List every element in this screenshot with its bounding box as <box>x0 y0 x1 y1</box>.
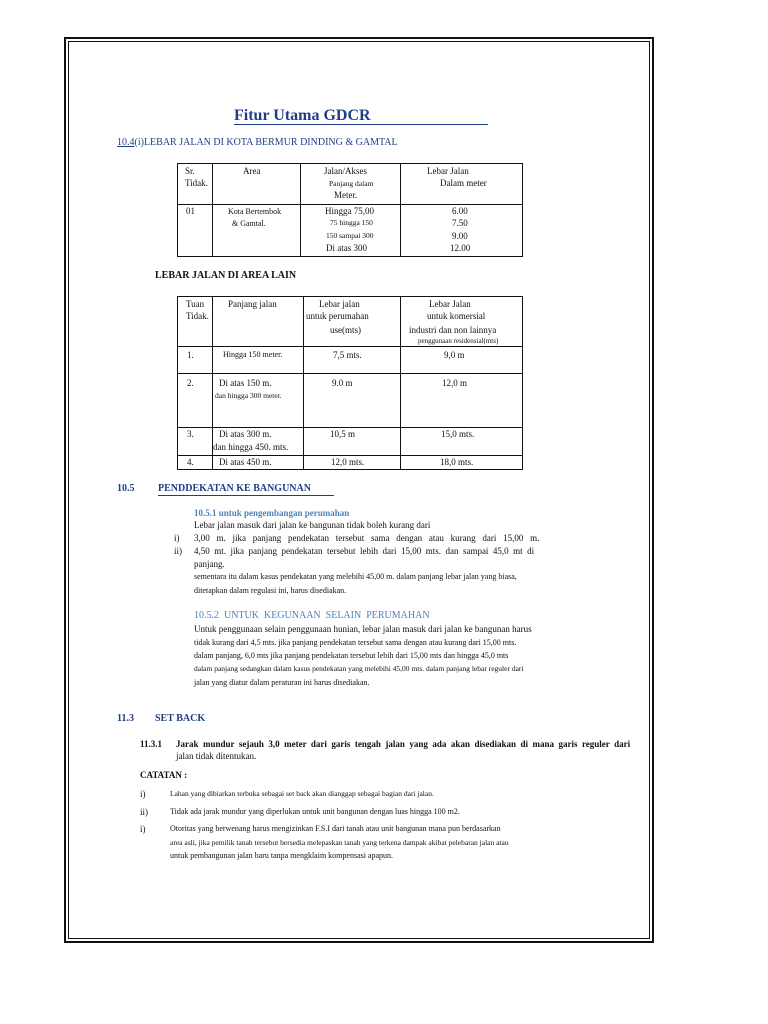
table-border <box>177 163 178 257</box>
section-10-4-heading <box>117 137 398 148</box>
table-border <box>177 296 178 470</box>
table-cell: 75 hingga 150 <box>330 218 373 227</box>
table-cell: Di atas 300 m. <box>219 429 272 439</box>
table-header-cell: Jalan/Akses <box>324 166 367 176</box>
table-header-cell: Area <box>243 166 261 176</box>
table-cell: & Gamtal. <box>232 219 266 228</box>
table-header-cell: penggunaan residensial(mts) <box>418 337 499 345</box>
table-header-cell: untuk perumahan <box>306 311 369 321</box>
table-cell: 9.00 <box>452 231 468 241</box>
table-border <box>177 455 523 456</box>
note-text: area asli, jika pemilik tanah tersebut bersedia melepaskan tanah yang terkena dampak akibat pelebaran jalan atau <box>170 838 509 847</box>
section-10-4-number: 10.4 <box>117 137 135 148</box>
table-cell: 18,0 mts. <box>440 457 474 467</box>
table-header-cell: Dalam meter <box>440 178 487 188</box>
table-border <box>212 163 213 257</box>
list-item: 4,50 mt. jika panjang pendekatan tersebut lebih dari 15,00 mts. dan sampai 45,0 mt di <box>194 546 535 556</box>
subsection-10-5-2-title: 10.5.2 UNTUK KEGUNAAN SELAIN PERUMAHAN <box>194 610 430 621</box>
table-header-cell: Panjang dalam <box>329 179 374 188</box>
section-10-5-number: 10.5 <box>117 483 135 494</box>
note-text: Tidak ada jarak mundur yang diperlukan untuk unit bangunan dengan luas hingga 100 m2. <box>170 807 460 816</box>
table-cell: 10,5 m <box>330 429 356 439</box>
table-header-cell: Tuan <box>186 299 205 309</box>
table-cell: 9.0 m <box>332 378 353 388</box>
table-border <box>177 256 523 257</box>
section-10-5-title: PENDDEKATAN KE BANGUNAN <box>158 483 311 494</box>
subsection-11-3-1-text-cont: jalan tidak ditentukan. <box>176 751 257 761</box>
table-cell: Di atas 450 m. <box>219 457 272 467</box>
table-cell: Kota Bertembok <box>228 207 282 216</box>
table-cell: 12.00 <box>450 243 471 253</box>
table-border <box>177 427 523 428</box>
subheading-other-areas: LEBAR JALAN DI AREA LAIN <box>155 270 297 281</box>
note-text: Otoritas yang berwenang harus mengizinkan F.S.I dari tanah atau unit bangunan mana pun berdasarkan <box>170 824 501 833</box>
note-label: i) <box>140 824 146 834</box>
table-cell: dan hingga 300 meter. <box>215 391 282 400</box>
table-cell: 2. <box>187 378 194 388</box>
table-cell: Di atas 300 <box>326 243 367 253</box>
table-cell: 12,0 m <box>442 378 468 388</box>
subsection-11-3-1-number: 11.3.1 <box>140 739 163 749</box>
note-text: untuk pembangunan jalan baru tanpa mengklaim kompensasi apapun. <box>170 851 394 860</box>
table-header-cell: Tidak. <box>186 311 209 321</box>
table-border <box>522 163 523 257</box>
table-cell: 7,5 mts. <box>333 350 362 360</box>
table-cell: 9,0 m <box>444 350 465 360</box>
table-header-cell: Lebar Jalan <box>427 166 469 176</box>
table-border <box>177 204 523 205</box>
table-border <box>177 296 523 297</box>
paragraph: dalam panjang, 6,0 mts jika panjang pendekatan tersebut lebih dari 15,00 mts dan hingga 45,0 mts <box>194 651 509 660</box>
table-header-cell: Tidak. <box>185 178 208 188</box>
table-border <box>300 163 301 257</box>
table-cell: 1. <box>187 350 194 360</box>
table-header-cell: industri dan non lainnya <box>409 325 497 335</box>
page-title: Fitur Utama GDCR <box>234 107 371 124</box>
section-10-4-title: (i)LEBAR JALAN DI KOTA BERMUR DINDING & GAMTAL <box>134 137 398 148</box>
table-header-cell: Meter. <box>334 190 358 200</box>
list-item-continuation: panjang. <box>194 559 225 569</box>
table-cell: 12,0 mts. <box>331 457 365 467</box>
table-header-cell: Lebar Jalan <box>429 299 471 309</box>
table-border <box>177 346 523 347</box>
table-header-cell: untuk komersial <box>427 311 486 321</box>
paragraph: dalam panjang sedangkan dalam kasus pendekatan yang melebihi 45,00 mts. dalam panjang lebar reguler dari <box>194 664 524 673</box>
table-border <box>522 296 523 470</box>
title-underline <box>234 124 488 125</box>
table-cell: Di atas 150 m. <box>219 378 272 388</box>
table-cell: 4. <box>187 457 194 467</box>
table-header-cell: use(mts) <box>330 325 361 335</box>
paragraph: tidak kurang dari 4,5 mts. jika panjang pendekatan tersebut sama dengan atau kurang dari 15,00 mts. <box>194 638 517 647</box>
paragraph: jalan yang diatur dalam peraturan ini harus disediakan. <box>194 678 370 687</box>
table-cell: 01 <box>186 206 195 216</box>
table-border <box>177 469 523 470</box>
note-label: i) <box>140 789 146 799</box>
list-label: i) <box>174 533 180 543</box>
table-border <box>400 296 401 470</box>
list-item: 3,00 m. jika panjang pendekatan tersebut sama dengan atau kurang dari 15,00 m. <box>194 533 540 543</box>
subsection-10-5-1-title: 10.5.1 untuk pengembangan perumahan <box>194 508 350 518</box>
table-border <box>303 296 304 470</box>
table-cell: 3. <box>187 429 194 439</box>
table-header-cell: Sr. <box>185 166 195 176</box>
paragraph: sementara itu dalam kasus pendekatan yang melebihi 45,00 m. dalam panjang lebar jalan yang biasa, <box>194 572 517 581</box>
section-10-5-underline <box>158 495 334 496</box>
note-label: ii) <box>140 807 148 817</box>
table-cell: 15,0 mts. <box>441 429 475 439</box>
table-cell: dan hingga 450. mts. <box>213 442 289 452</box>
table-border <box>400 163 401 257</box>
table-border <box>177 163 523 164</box>
table-header-cell: Lebar jalan <box>319 299 360 309</box>
catatan-heading: CATATAN : <box>140 770 188 780</box>
table-cell: 6.00 <box>452 206 468 216</box>
section-11-3-title: SET BACK <box>155 713 206 724</box>
paragraph: ditetapkan dalam regulasi ini, harus disediakan. <box>194 586 347 595</box>
table-cell: 150 sampai 300 <box>326 231 374 240</box>
table-cell: 7.50 <box>452 218 468 228</box>
table-cell: Hingga 75,00 <box>325 206 374 216</box>
section-11-3-number: 11.3 <box>117 713 134 724</box>
paragraph: Lebar jalan masuk dari jalan ke bangunan tidak boleh kurang dari <box>194 520 431 530</box>
subsection-11-3-1-text: Jarak mundur sejauh 3,0 meter dari garis tengah jalan yang ada akan disediakan di mana garis reguler dari <box>176 739 631 749</box>
note-text: Lahan yang dibiarkan terbuka sebagai set back akan dianggap sebagai bagian dari jalan. <box>170 789 434 798</box>
list-label: ii) <box>174 546 182 556</box>
table-border <box>177 373 523 374</box>
table-header-cell: Panjang jalan <box>228 299 277 309</box>
table-cell: Hingga 150 meter. <box>223 350 283 359</box>
paragraph: Untuk penggunaan selain penggunaan hunian, lebar jalan masuk dari jalan ke bangunan harus <box>194 624 532 634</box>
